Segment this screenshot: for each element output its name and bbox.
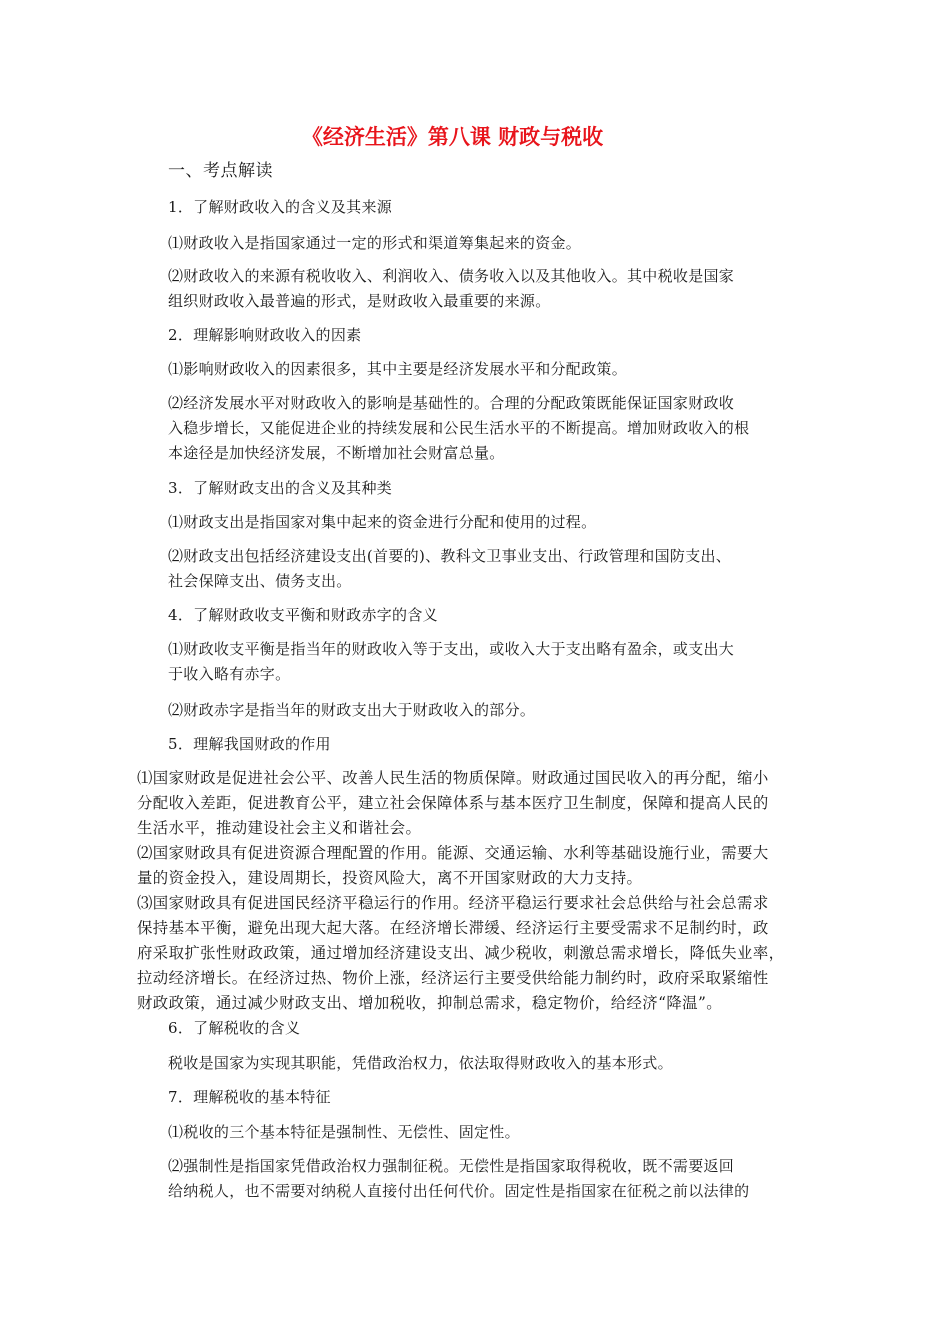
paragraph-line: 组织财政收入最普遍的形式，是财政收入最重要的来源。 xyxy=(168,292,551,310)
paragraph-line: ⑴税收的三个基本特征是强制性、无偿性、固定性。 xyxy=(168,1123,520,1141)
paragraph-line: ⑴影响财政收入的因素很多，其中主要是经济发展水平和分配政策。 xyxy=(168,360,628,378)
paragraph-line: 入稳步增长，又能促进企业的持续发展和公民生活水平的不断提高。增加财政收入的根 xyxy=(168,419,750,437)
paragraph-line: ⑵经济发展水平对财政收入的影响是基础性的。合理的分配政策既能保证国家财政收 xyxy=(168,394,735,412)
paragraph-line: 量的资金投入，建设周期长，投资风险大，离不开国家财政的大力支持。 xyxy=(137,869,643,887)
paragraph-line: 于收入略有赤字。 xyxy=(168,665,291,683)
paragraph-line: 本途径是加快经济发展，不断增加社会财富总量。 xyxy=(168,444,505,462)
paragraph-line: 分配收入差距，促进教育公平，建立社会保障体系与基本医疗卫生制度，保障和提高人民的 xyxy=(137,794,769,812)
paragraph-line: 拉动经济增长。在经济过热、物价上涨，经济运行主要受供给能力制约时，政府采取紧缩性 xyxy=(137,969,769,987)
point-heading: 7．理解税收的基本特征 xyxy=(168,1088,331,1106)
paragraph-line: 税收是国家为实现其职能，凭借政治权力，依法取得财政收入的基本形式。 xyxy=(168,1054,673,1072)
paragraph-line: 社会保障支出、债务支出。 xyxy=(168,572,352,590)
paragraph-line: ⑵国家财政具有促进资源合理配置的作用。能源、交通运输、水利等基础设施行业，需要大 xyxy=(137,844,769,862)
paragraph-line: ⑵财政收入的来源有税收收入、利润收入、债务收入以及其他收入。其中税收是国家 xyxy=(168,267,735,285)
point-heading: 4．了解财政收支平衡和财政赤字的含义 xyxy=(168,606,438,624)
point-heading: 5．理解我国财政的作用 xyxy=(168,735,331,753)
paragraph-line: ⑵财政支出包括经济建设支出(首要的)、教科文卫事业支出、行政管理和国防支出、 xyxy=(168,547,732,565)
paragraph-line: ⑶国家财政具有促进国民经济平稳运行的作用。经济平稳运行要求社会总供给与社会总需求 xyxy=(137,894,769,912)
point-heading: 6．了解税收的含义 xyxy=(168,1019,301,1037)
paragraph-line: 财政政策，通过减少财政支出、增加税收，抑制总需求，稳定物价，给经济“降温”。 xyxy=(137,994,722,1012)
paragraph-line: ⑴财政支出是指国家对集中起来的资金进行分配和使用的过程。 xyxy=(168,513,597,531)
page-title: 《经济生活》第八课 财政与税收 xyxy=(301,124,604,149)
paragraph-line: ⑵财政赤字是指当年的财政支出大于财政收入的部分。 xyxy=(168,701,536,719)
paragraph-line: ⑴财政收支平衡是指当年的财政收入等于支出，或收入大于支出略有盈余，或支出大 xyxy=(168,640,735,658)
paragraph-line: ⑴财政收入是指国家通过一定的形式和渠道筹集起来的资金。 xyxy=(168,234,582,252)
paragraph-line: 给纳税人，也不需要对纳税人直接付出任何代价。固定性是指国家在征税之前以法律的 xyxy=(168,1182,750,1200)
paragraph-line: 府采取扩张性财政政策，通过增加经济建设支出、减少税收，刺激总需求增长，降低失业率， xyxy=(137,944,785,962)
point-heading: 2．理解影响财政收入的因素 xyxy=(168,326,362,344)
paragraph-line: ⑴国家财政是促进社会公平、改善人民生活的物质保障。财政通过国民收入的再分配，缩小 xyxy=(137,769,769,787)
point-heading: 1．了解财政收入的含义及其来源 xyxy=(168,198,393,216)
point-heading: 3．了解财政支出的含义及其种类 xyxy=(168,479,393,497)
paragraph-line: ⑵强制性是指国家凭借政治权力强制征税。无偿性是指国家取得税收，既不需要返回 xyxy=(168,1157,735,1175)
paragraph-line: 生活水平，推动建设社会主义和谐社会。 xyxy=(137,819,422,837)
paragraph-line: 保持基本平衡，避免出现大起大落。在经济增长滞缓、经济运行主要受需求不足制约时，政 xyxy=(137,919,769,937)
section-heading: 一、考点解读 xyxy=(168,161,273,181)
